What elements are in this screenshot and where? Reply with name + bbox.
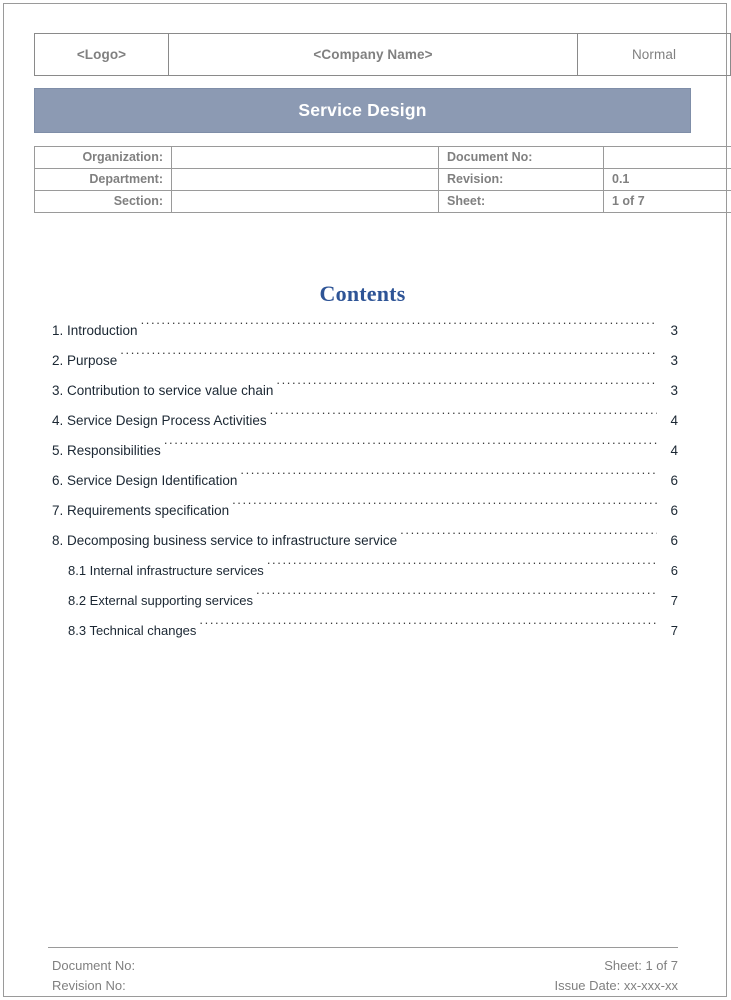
table-row: [35, 147, 731, 169]
toc-entry-label: 4. Service Design Process Activities: [52, 413, 267, 428]
table-row: [35, 191, 731, 213]
toc-entry-7[interactable]: [52, 496, 678, 526]
toc-dot-leader: [164, 442, 657, 456]
footer-revision-no: Revision No:: [52, 978, 126, 993]
document-no-label: Document No:: [439, 147, 604, 169]
toc-dot-leader: [256, 592, 657, 605]
header-table-row: [35, 34, 731, 76]
toc-entry-label: 1. Introduction: [52, 323, 138, 338]
toc-page-number: 4: [670, 413, 678, 428]
toc-dot-leader: [400, 532, 657, 546]
table-row: [35, 169, 731, 191]
toc-dot-leader: [240, 472, 657, 486]
footer-issue-date: Issue Date: xx-xxx-xx: [554, 978, 678, 993]
toc-dot-leader: [232, 502, 657, 516]
toc-page-number: 3: [670, 323, 678, 338]
toc-dot-leader: [267, 562, 657, 575]
toc-dot-leader: [276, 382, 657, 396]
footer-document-no: Document No:: [52, 958, 136, 973]
toc-entry-4[interactable]: [52, 406, 678, 436]
toc-entry-6[interactable]: [52, 466, 678, 496]
toc-entry-2[interactable]: [52, 346, 678, 376]
page-footer: [52, 956, 678, 996]
toc-page-number: 3: [670, 383, 678, 398]
footer-divider: [48, 947, 678, 948]
toc-page-number: 3: [670, 353, 678, 368]
document-no-value[interactable]: [604, 147, 731, 169]
toc-entry-3[interactable]: [52, 376, 678, 406]
sheet-label: Sheet:: [439, 191, 604, 213]
toc-entry-label: 8.2 External supporting services: [68, 593, 253, 608]
toc-entry-label: 5. Responsibilities: [52, 443, 161, 458]
toc-dot-leader: [270, 412, 657, 426]
toc-entry-1[interactable]: [52, 316, 678, 346]
toc-entry-label: 8. Decomposing business service to infrastructure service: [52, 533, 398, 548]
sheet-value[interactable]: 1 of 7: [604, 191, 731, 213]
footer-sheet: Sheet: 1 of 7: [604, 958, 678, 973]
footer-right-column: [554, 956, 678, 996]
document-metadata-table: [34, 146, 731, 213]
logo-placeholder-cell: <Logo>: [35, 34, 169, 76]
toc-entry-label: 8.1 Internal infrastructure services: [68, 563, 264, 578]
toc-entry-label: 7. Requirements specification: [52, 503, 230, 518]
revision-label: Revision:: [439, 169, 604, 191]
section-value[interactable]: [172, 191, 439, 213]
header-identification-table: [34, 33, 731, 76]
company-name-cell: <Company Name>: [169, 34, 578, 76]
organization-label: Organization:: [35, 147, 172, 169]
toc-page-number: 6: [670, 563, 678, 578]
toc-entry-label: 8.3 Technical changes: [68, 623, 197, 638]
toc-entry-8[interactable]: [52, 526, 678, 556]
department-value[interactable]: [172, 169, 439, 191]
document-title: Service Design: [298, 100, 427, 120]
revision-value[interactable]: 0.1: [604, 169, 731, 191]
document-title-banner: [34, 88, 691, 133]
footer-left-column: [52, 956, 135, 996]
toc-entry-label: 3. Contribution to service value chain: [52, 383, 274, 398]
toc-entry-label: 6. Service Design Identification: [52, 473, 238, 488]
toc-page-number: 6: [670, 473, 678, 488]
section-label: Section:: [35, 191, 172, 213]
toc-page-number: 6: [670, 503, 678, 518]
classification-cell: Normal: [578, 34, 731, 76]
toc-page-number: 4: [670, 443, 678, 458]
toc-entry-8-1[interactable]: [52, 556, 678, 586]
toc-page-number: 7: [670, 623, 678, 638]
toc-entry-8-3[interactable]: [52, 616, 678, 646]
organization-value[interactable]: [172, 147, 439, 169]
toc-dot-leader: [120, 352, 657, 366]
contents-heading: Contents: [319, 281, 406, 306]
toc-page-number: 7: [670, 593, 678, 608]
department-label: Department:: [35, 169, 172, 191]
toc-entry-label: 2. Purpose: [52, 353, 118, 368]
toc-dot-leader: [199, 622, 657, 635]
toc-dot-leader: [141, 322, 657, 336]
toc-entry-8-2[interactable]: [52, 586, 678, 616]
toc-entry-5[interactable]: [52, 436, 678, 466]
toc-page-number: 6: [670, 533, 678, 548]
table-of-contents: [52, 316, 678, 646]
